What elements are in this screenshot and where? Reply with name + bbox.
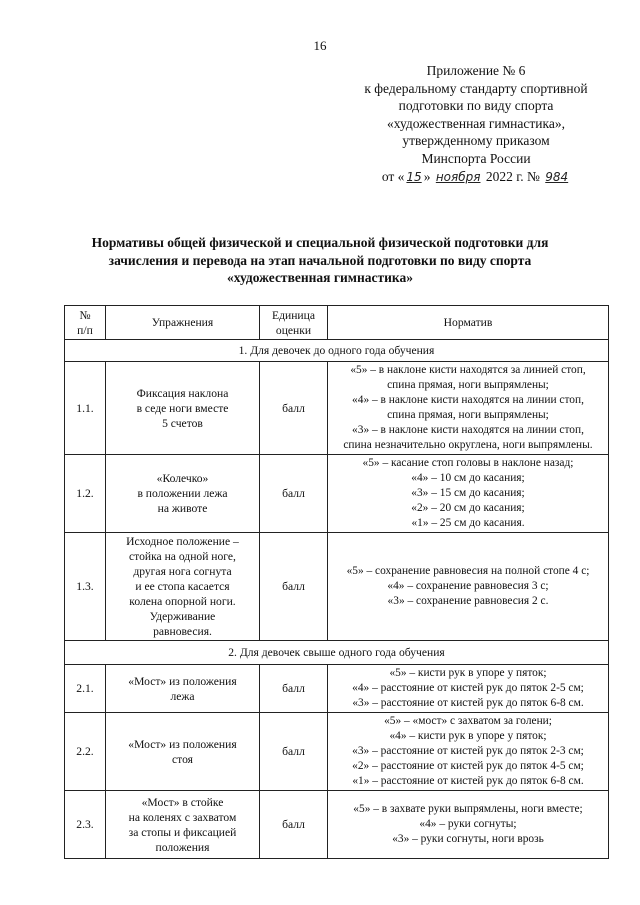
page-number: 16 [313, 38, 327, 53]
table-row [65, 455, 609, 533]
handwritten-month: ноября [435, 169, 481, 184]
row-unit: балл [260, 791, 328, 859]
header-num: № п/п [65, 306, 106, 340]
table-row [65, 362, 609, 455]
row-norm: «5» – кисти рук в упоре у пяток; «4» – расстояние от кистей рук до пяток 2-5 см; «3» – расстояние от кистей рук до пяток 6-8 см. [328, 665, 609, 713]
title-line: зачисления и перевода на этап начальной подготовки по виду спорта [108, 252, 532, 268]
handwritten-day: 15 [406, 169, 422, 184]
table-row [65, 791, 609, 859]
date-prefix: от « [381, 168, 405, 184]
row-norm: «5» – сохранение равновесия на полной стопе 4 с; «4» – сохранение равновесия 3 с; «3» – сохранение равновесия 2 с. [328, 533, 609, 641]
table-row [65, 665, 609, 713]
appendix-line: Приложение № 6 [426, 63, 526, 78]
row-exercise: «Мост» в стойке на коленях с захватом за стопы и фиксацией положения [106, 791, 260, 859]
date-year: 2022 г. № [485, 168, 540, 184]
date-day-close: » [423, 168, 431, 184]
row-exercise: Исходное положение – стойка на одной ноге, другая нога согнута и ее стопа касается колена опорной ноги. Удерживание равновесия. [106, 533, 260, 641]
norms-table [64, 305, 609, 859]
row-unit: балл [260, 533, 328, 641]
appendix-block [336, 62, 616, 186]
table-header-row [65, 306, 609, 340]
row-num: 1.3. [65, 533, 106, 641]
section-row [65, 641, 609, 665]
header-norm: Норматив [328, 306, 609, 340]
row-exercise: «Мост» из положения лежа [106, 665, 260, 713]
appendix-line: подготовки по виду спорта [398, 98, 554, 114]
document-title [60, 234, 580, 287]
row-norm: «5» – в наклоне кисти находятся за линией стоп, спина прямая, ноги выпрямлены; «4» – в наклоне кисти находятся на линии стоп, спина прямая, ноги выпрямлены; «3» – в наклоне кисти находятся на линии стоп, спина незначительно округлена, ноги выпрямлены. [328, 362, 609, 455]
appendix-date-line [336, 168, 616, 187]
table-row [65, 713, 609, 791]
table-row [65, 533, 609, 641]
row-unit: балл [260, 455, 328, 533]
title-line: Нормативы общей физической и специальной физической подготовки для [91, 235, 549, 250]
row-unit: балл [260, 362, 328, 455]
section-title: 2. Для девочек свыше одного года обучения [65, 641, 609, 665]
row-unit: балл [260, 665, 328, 713]
row-exercise: «Мост» из положения стоя [106, 713, 260, 791]
header-exercise: Упражнения [106, 306, 260, 340]
row-exercise: Фиксация наклона в седе ноги вместе 5 счетов [106, 362, 260, 455]
appendix-line: утвержденному приказом [402, 133, 550, 149]
row-num: 2.2. [65, 713, 106, 791]
row-norm: «5» – касание стоп головы в наклоне назад; «4» – 10 см до касания; «3» – 15 см до касания; «2» – 20 см до касания; «1» – 25 см до касания. [328, 455, 609, 533]
header-unit: Единица оценки [260, 306, 328, 340]
row-num: 2.1. [65, 665, 106, 713]
appendix-line: к федеральному стандарту спортивной [364, 80, 588, 96]
row-num: 2.3. [65, 791, 106, 859]
row-exercise: «Колечко» в положении лежа на животе [106, 455, 260, 533]
row-unit: балл [260, 713, 328, 791]
handwritten-order-number: 984 [545, 169, 569, 184]
row-norm: «5» – в захвате руки выпрямлены, ноги вместе; «4» – руки согнуты; «3» – руки согнуты, ноги врозь [328, 791, 609, 859]
row-norm: «5» – «мост» с захватом за голени; «4» – кисти рук в упоре у пяток; «3» – расстояние от кистей рук до пяток 2-3 см; «2» – расстояние от кистей рук до пяток 4-5 см; «1» – расстояние от кистей рук до пяток 6-8 см. [328, 713, 609, 791]
row-num: 1.2. [65, 455, 106, 533]
row-num: 1.1. [65, 362, 106, 455]
section-row [65, 340, 609, 362]
title-line: «художественная гимнастика» [227, 270, 413, 285]
section-title: 1. Для девочек до одного года обучения [65, 340, 609, 362]
appendix-line: «художественная гимнастика», [387, 115, 565, 131]
appendix-line: Минспорта России [421, 150, 531, 166]
